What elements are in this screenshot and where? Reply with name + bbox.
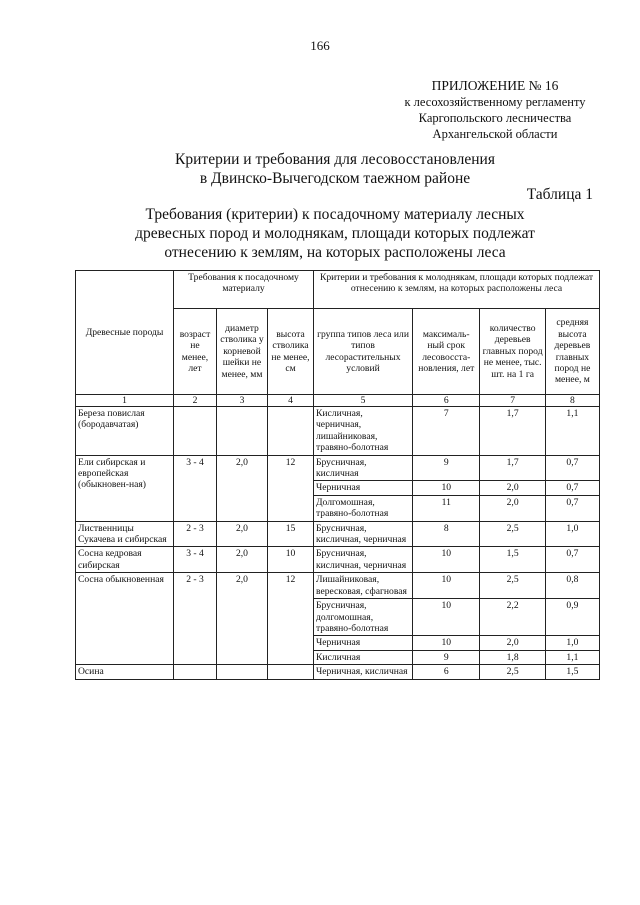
diameter-cell xyxy=(216,407,267,456)
avg-height-cell: 0,9 xyxy=(545,599,599,636)
height-cell xyxy=(268,407,314,456)
avg-height-cell: 0,7 xyxy=(545,481,599,495)
header-height: высота стволика не менее, см xyxy=(268,309,314,395)
heading-line-2: в Двинско-Вычегодском таежном районе xyxy=(199,170,471,187)
forest-type-cell: Брусничная, кисличная xyxy=(313,455,412,481)
column-number: 8 xyxy=(545,395,599,407)
column-number: 5 xyxy=(313,395,412,407)
term-cell: 9 xyxy=(413,650,480,664)
count-cell: 2,0 xyxy=(480,495,545,521)
column-number: 7 xyxy=(480,395,545,407)
column-number: 4 xyxy=(268,395,314,407)
age-cell: 2 - 3 xyxy=(174,573,217,665)
header-max-term: максималь-ный срок лесовосста-новления, лет xyxy=(413,309,480,395)
count-cell: 2,0 xyxy=(480,481,545,495)
table-row xyxy=(76,573,600,599)
term-cell: 10 xyxy=(413,481,480,495)
count-cell: 1,8 xyxy=(480,650,545,664)
count-cell: 2,0 xyxy=(480,636,545,650)
diameter-cell: 2,0 xyxy=(216,573,267,665)
header-age: возраст не менее, лет xyxy=(174,309,217,395)
diameter-cell xyxy=(216,665,267,679)
species-cell: Осина xyxy=(76,665,174,679)
species-cell: Береза повислая (бородавчатая) xyxy=(76,407,174,456)
age-cell xyxy=(174,407,217,456)
height-cell: 15 xyxy=(268,521,314,547)
avg-height-cell: 1,5 xyxy=(545,665,599,679)
column-number-row xyxy=(76,395,600,407)
heading-line-1: Критерии и требования для лесовосстановления xyxy=(175,151,495,168)
forest-type-cell: Черничная, кисличная xyxy=(313,665,412,679)
avg-height-cell: 1,1 xyxy=(545,650,599,664)
count-cell: 1,5 xyxy=(480,547,545,573)
table-caption xyxy=(40,205,630,262)
forest-type-cell: Лишайниковая, вересковая, сфагновая xyxy=(313,573,412,599)
caption-line-3: отнесению к землям, на которых расположены леса xyxy=(164,244,506,261)
table-row xyxy=(76,407,600,456)
forest-type-cell: Черничная xyxy=(313,481,412,495)
forest-type-cell: Долгомошная, травяно-болотная xyxy=(313,495,412,521)
requirements-table xyxy=(75,270,600,680)
table-row xyxy=(76,521,600,547)
term-cell: 10 xyxy=(413,547,480,573)
forest-type-cell: Брусничная, кисличная, черничная xyxy=(313,521,412,547)
count-cell: 1,7 xyxy=(480,407,545,456)
diameter-cell: 2,0 xyxy=(216,521,267,547)
avg-height-cell: 0,7 xyxy=(545,547,599,573)
count-cell: 2,2 xyxy=(480,599,545,636)
term-cell: 8 xyxy=(413,521,480,547)
height-cell: 12 xyxy=(268,455,314,521)
diameter-cell: 2,0 xyxy=(216,547,267,573)
avg-height-cell: 0,7 xyxy=(545,495,599,521)
annex-block xyxy=(360,78,630,142)
document-heading xyxy=(40,150,630,188)
count-cell: 1,7 xyxy=(480,455,545,481)
avg-height-cell: 1,0 xyxy=(545,636,599,650)
count-cell: 2,5 xyxy=(480,521,545,547)
annex-line-2: Каргопольского лесничества xyxy=(418,111,572,125)
annex-title: ПРИЛОЖЕНИЕ № 16 xyxy=(431,78,559,93)
species-cell: Лиственницы Сукачева и сибирская xyxy=(76,521,174,547)
column-number: 2 xyxy=(174,395,217,407)
table-row xyxy=(76,547,600,573)
term-cell: 10 xyxy=(413,573,480,599)
term-cell: 6 xyxy=(413,665,480,679)
term-cell: 7 xyxy=(413,407,480,456)
header-tree-count: количество деревьев главных пород не менее, тыс. шт. на 1 га xyxy=(480,309,545,395)
height-cell: 12 xyxy=(268,573,314,665)
forest-type-cell: Брусничная, кисличная, черничная xyxy=(313,547,412,573)
age-cell: 3 - 4 xyxy=(174,547,217,573)
page-number: 166 xyxy=(310,38,330,53)
forest-type-cell: Брусничная, долгомошная, травяно-болотная xyxy=(313,599,412,636)
column-number: 3 xyxy=(216,395,267,407)
table-number: Таблица 1 xyxy=(526,186,593,203)
avg-height-cell: 1,0 xyxy=(545,521,599,547)
avg-height-cell: 0,8 xyxy=(545,573,599,599)
caption-line-2: древесных пород и молоднякам, площади которых подлежат xyxy=(135,225,535,242)
forest-type-cell: Кисличная xyxy=(313,650,412,664)
age-cell: 2 - 3 xyxy=(174,521,217,547)
header-species: Древесные породы xyxy=(76,271,174,395)
term-cell: 11 xyxy=(413,495,480,521)
species-cell: Сосна кедровая сибирская xyxy=(76,547,174,573)
height-cell xyxy=(268,665,314,679)
term-cell: 10 xyxy=(413,599,480,636)
forest-type-cell: Кисличная, черничная, лишайниковая, травяно-болотная xyxy=(313,407,412,456)
annex-line-3: Архангельской области xyxy=(432,127,558,141)
height-cell: 10 xyxy=(268,547,314,573)
header-avg-height: средняя высота деревьев главных пород не менее, м xyxy=(545,309,599,395)
header-young-group: Критерии и требования к молоднякам, площади которых подлежат отнесению к землям, на которых расположены леса xyxy=(313,271,599,309)
header-planting-group: Требования к посадочному материалу xyxy=(174,271,314,309)
count-cell: 2,5 xyxy=(480,573,545,599)
term-cell: 9 xyxy=(413,455,480,481)
species-cell: Сосна обыкновенная xyxy=(76,573,174,665)
age-cell xyxy=(174,665,217,679)
annex-line-1: к лесохозяйственному регламенту xyxy=(404,95,586,109)
header-forest-type: группа типов леса или типов лесорастительных условий xyxy=(313,309,412,395)
term-cell: 10 xyxy=(413,636,480,650)
count-cell: 2,5 xyxy=(480,665,545,679)
caption-line-1: Требования (критерии) к посадочному материалу лесных xyxy=(145,206,525,223)
table-row xyxy=(76,455,600,481)
forest-type-cell: Черничная xyxy=(313,636,412,650)
header-diameter: диаметр стволика у корневой шейки не менее, мм xyxy=(216,309,267,395)
diameter-cell: 2,0 xyxy=(216,455,267,521)
avg-height-cell: 1,1 xyxy=(545,407,599,456)
table-row xyxy=(76,665,600,679)
column-number: 1 xyxy=(76,395,174,407)
avg-height-cell: 0,7 xyxy=(545,455,599,481)
age-cell: 3 - 4 xyxy=(174,455,217,521)
column-number: 6 xyxy=(413,395,480,407)
species-cell: Ели сибирская и европейская (обыкновен-ная) xyxy=(76,455,174,521)
